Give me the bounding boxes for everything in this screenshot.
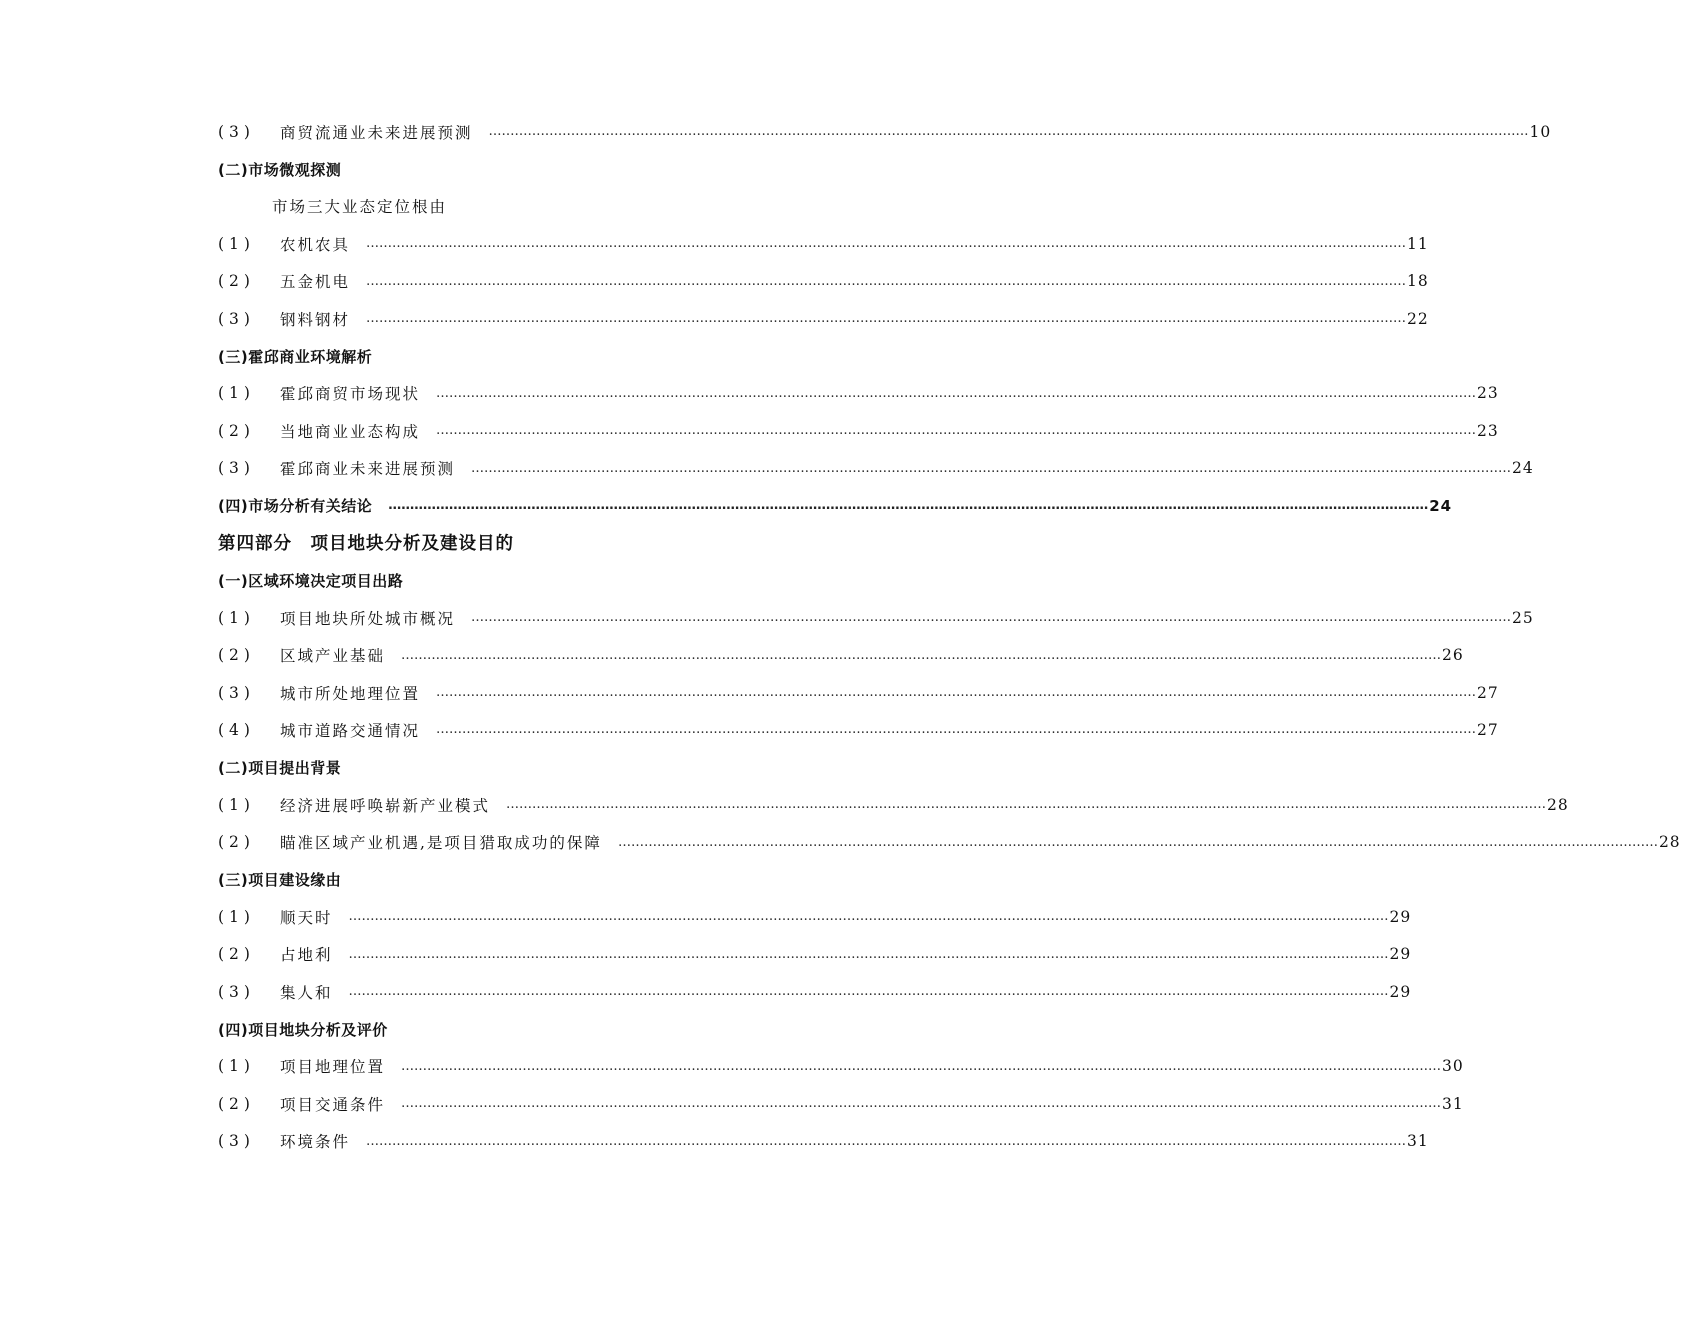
toc-leader-dots: …………………………………………………………………………………………………………………………………………………………………………………………………………………… <box>436 685 1477 701</box>
toc-leader-dots: …………………………………………………………………………………………………………………………………………………………………………………………………………………… <box>366 1133 1407 1149</box>
toc-leader-dots: …………………………………………………………………………………………………………………………………………………………………………………………………………………… <box>471 610 1512 626</box>
toc-entry-title: 城市道路交通情况 <box>280 721 421 740</box>
toc-page-number: 31 <box>1407 1132 1429 1151</box>
toc-page-number: 25 <box>1512 608 1534 627</box>
toc-entry[interactable] <box>218 450 1534 487</box>
toc-leader-dots: …………………………………………………………………………………………………………………………………………………………………………………………………………………… <box>348 984 1389 1000</box>
toc-page-number: 29 <box>1389 982 1412 1001</box>
toc-section-title: (二)项目提出背景 <box>218 758 342 777</box>
toc-leader-dots: …………………………………………………………………………………………………………………………………………………………………………………………………………………… <box>436 423 1477 439</box>
toc-page-number: 10 <box>1529 122 1552 141</box>
toc-leader-dots: …………………………………………………………………………………………………………………………………………………………………………………………………………………… <box>366 311 1407 327</box>
toc-leader-dots: …………………………………………………………………………………………………………………………………………………………………………………………………………………… <box>366 273 1407 289</box>
toc-section-heading[interactable] <box>218 150 748 187</box>
toc-page-number: 28 <box>1547 795 1569 814</box>
toc-entry[interactable] <box>218 636 1464 673</box>
toc-entry-number: (2) <box>218 421 255 440</box>
toc-section-title: (一)区域环境决定项目出路 <box>218 571 404 590</box>
toc-page-number: 27 <box>1477 683 1499 702</box>
toc-leader-dots: …………………………………………………………………………………………………………………………………………………………………………………………………………………… <box>488 124 1529 140</box>
toc-part-title: 第四部分 项目地块分析及建设目的 <box>218 534 514 555</box>
toc-entry-number: (1) <box>218 1057 255 1076</box>
toc-page-number: 26 <box>1442 646 1464 665</box>
toc-entry[interactable] <box>218 711 1499 748</box>
toc-leader-dots: …………………………………………………………………………………………………………………………………………………………………………………………………………………… <box>401 647 1442 663</box>
toc-leader-dots: …………………………………………………………………………………………………………………………………………………………………………………………………………………… <box>436 722 1477 738</box>
toc-entry-title: 瞄准区域产业机遇,是项目猎取成功的保障 <box>280 834 602 853</box>
toc-entry[interactable] <box>218 375 1499 412</box>
toc-entry-number: (2) <box>218 1094 255 1113</box>
toc-entry-title: 项目地块所处城市概况 <box>280 609 456 628</box>
toc-section-title: (三)霍邱商业环境解析 <box>218 347 373 366</box>
toc-page-number: 23 <box>1477 421 1499 440</box>
toc-page-number: 18 <box>1407 272 1429 291</box>
toc-entry-title: 农机农具 <box>280 235 351 254</box>
toc-leader-dots: …………………………………………………………………………………………………………………………………………………………………………………………………………………… <box>388 498 1429 514</box>
toc-entry-title: 项目地理位置 <box>280 1058 386 1077</box>
toc-section-heading[interactable] <box>218 337 748 374</box>
toc-entry-number: (2) <box>218 646 255 665</box>
toc-page-number: 24 <box>1512 459 1534 478</box>
toc-entry-title: 市场三大业态定位根由 <box>272 198 448 217</box>
toc-entry-title: 项目交通条件 <box>280 1095 386 1114</box>
toc-entry-title: 集人和 <box>280 983 333 1002</box>
toc-entry-number: (3) <box>218 122 255 141</box>
toc-entry[interactable] <box>218 786 1569 823</box>
toc-leader-dots: …………………………………………………………………………………………………………………………………………………………………………………………………………………… <box>348 909 1389 925</box>
toc-leader-dots: …………………………………………………………………………………………………………………………………………………………………………………………………………………… <box>366 236 1407 252</box>
toc-section-heading[interactable] <box>218 861 748 898</box>
toc-entry[interactable] <box>218 412 1499 449</box>
toc-entry-number: (2) <box>218 833 255 852</box>
toc-entry-number: (3) <box>218 459 255 478</box>
toc-page-number: 11 <box>1407 234 1429 253</box>
toc-page-number: 28 <box>1658 833 1681 852</box>
toc-page-number: 24 <box>1429 496 1453 515</box>
toc-section-title: (四)市场分析有关结论 <box>218 497 373 516</box>
toc-entry-title: 城市所处地理位置 <box>280 684 421 703</box>
toc-section-heading[interactable] <box>218 749 748 786</box>
toc-page-number: 29 <box>1389 945 1412 964</box>
toc-page-number: 22 <box>1407 309 1429 328</box>
toc-entry[interactable] <box>218 300 1429 337</box>
toc-leader-dots: …………………………………………………………………………………………………………………………………………………………………………………………………………………… <box>471 460 1512 476</box>
toc-entry[interactable] <box>218 599 1534 636</box>
toc-page-number: 29 <box>1389 907 1412 926</box>
toc-entry-number: (1) <box>218 608 255 627</box>
toc-entry[interactable] <box>218 263 1429 300</box>
toc-entry[interactable] <box>218 823 1681 860</box>
toc-entry-title: 霍邱商贸市场现状 <box>280 385 421 404</box>
toc-entry-title: 商贸流通业未来进展预测 <box>280 123 473 142</box>
toc-entry[interactable] <box>218 1048 1464 1085</box>
toc-entry-number: (1) <box>218 384 255 403</box>
toc-entry-number: (3) <box>218 1132 255 1151</box>
toc-entry-title: 环境条件 <box>280 1133 351 1152</box>
toc-entry[interactable] <box>218 973 1412 1010</box>
toc-entry-number: (4) <box>218 720 255 739</box>
toc-leader-dots: …………………………………………………………………………………………………………………………………………………………………………………………………………………… <box>617 834 1658 850</box>
toc-entry[interactable] <box>218 225 1429 262</box>
toc-leader-dots: …………………………………………………………………………………………………………………………………………………………………………………………………………………… <box>436 385 1477 401</box>
toc-leader-dots: …………………………………………………………………………………………………………………………………………………………………………………………………………………… <box>506 797 1547 813</box>
toc-section-title: (四)项目地块分析及评价 <box>218 1020 388 1039</box>
toc-entry-title: 区域产业基础 <box>280 647 386 666</box>
toc-entry-number: (2) <box>218 272 255 291</box>
toc-entry-number: (1) <box>218 795 255 814</box>
toc-entry-number: (3) <box>218 683 255 702</box>
toc-section-title: (三)项目建设缘由 <box>218 871 342 889</box>
toc-section-heading[interactable] <box>218 487 1453 524</box>
toc-entry-title: 霍邱商业未来进展预测 <box>280 460 456 479</box>
toc-entry[interactable] <box>218 113 1552 150</box>
toc-entry[interactable] <box>218 1123 1429 1160</box>
toc-entry-title: 当地商业业态构成 <box>280 422 421 441</box>
toc-entry-title: 顺天时 <box>280 908 333 927</box>
toc-entry-number: (3) <box>218 309 255 328</box>
toc-leader-dots: …………………………………………………………………………………………………………………………………………………………………………………………………………………… <box>401 1096 1442 1112</box>
toc-section-title: (二)市场微观探测 <box>218 160 342 179</box>
toc-entry-number: (1) <box>218 234 255 253</box>
toc-section-heading[interactable] <box>218 1010 748 1047</box>
toc-leader-dots: …………………………………………………………………………………………………………………………………………………………………………………………………………………… <box>401 1058 1442 1074</box>
toc-page-number: 31 <box>1442 1094 1464 1113</box>
toc-entry[interactable] <box>218 674 1499 711</box>
toc-part-heading[interactable] <box>218 524 748 561</box>
toc-entry[interactable] <box>218 1085 1464 1122</box>
toc-entry-number: (2) <box>218 945 255 964</box>
toc-entry-title: 五金机电 <box>280 273 351 292</box>
toc-page-number: 27 <box>1477 720 1499 739</box>
toc-entry-title: 经济进展呼唤崭新产业模式 <box>280 796 491 815</box>
toc-section-heading[interactable] <box>218 562 748 599</box>
toc-entry[interactable] <box>218 188 748 225</box>
toc-page-number: 23 <box>1477 384 1499 403</box>
toc-entry-number: (1) <box>218 907 255 926</box>
toc-entry-title: 占地利 <box>280 946 333 965</box>
toc-entry[interactable] <box>218 936 1412 973</box>
toc-leader-dots: …………………………………………………………………………………………………………………………………………………………………………………………………………………… <box>348 946 1389 962</box>
table-of-contents <box>218 113 1681 1160</box>
toc-entry-title: 钢料钢材 <box>280 310 351 329</box>
toc-entry[interactable] <box>218 898 1412 935</box>
toc-entry-number: (3) <box>218 982 255 1001</box>
toc-page-number: 30 <box>1442 1057 1464 1076</box>
